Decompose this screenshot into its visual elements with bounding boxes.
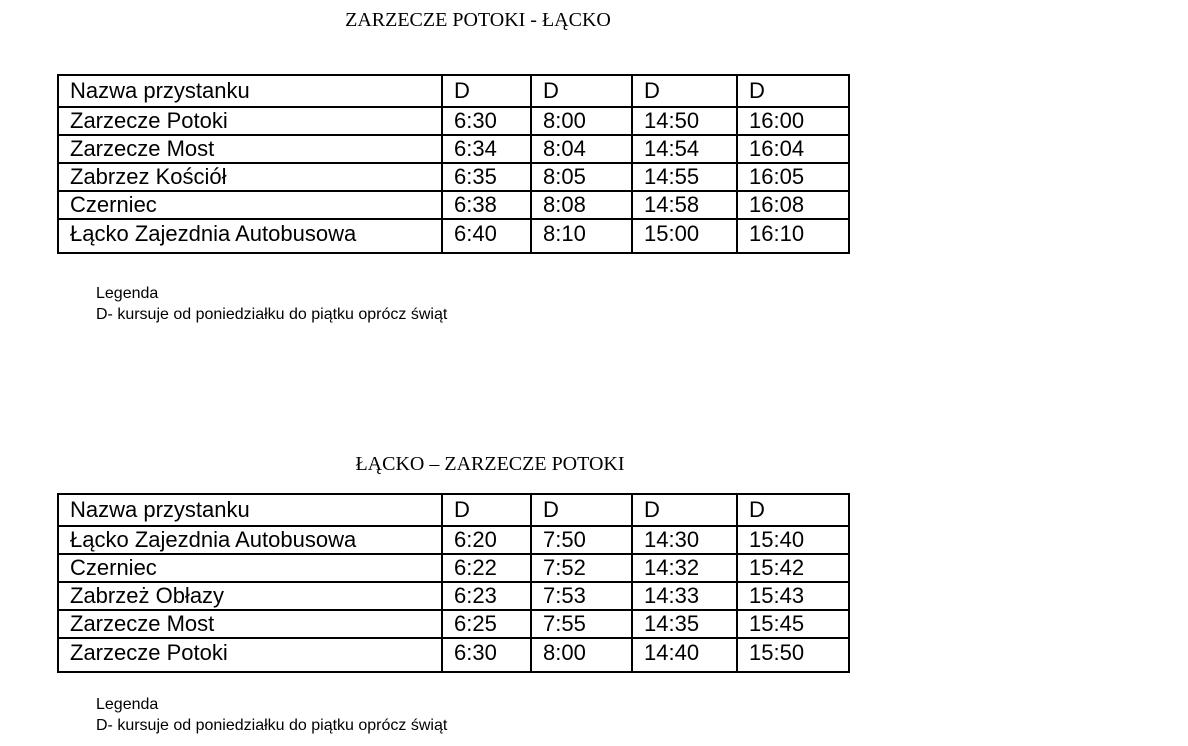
table-header-row: [58, 75, 849, 107]
departure-time-cell: 16:04: [737, 135, 849, 163]
departure-time-cell: D: [737, 75, 849, 107]
table-row: [58, 554, 849, 582]
table-row: [58, 610, 849, 638]
table-header-row: [58, 494, 849, 526]
stop-name-cell: Zarzecze Most: [58, 135, 442, 163]
departure-time-cell: 6:20: [442, 526, 531, 554]
table-row: [58, 219, 849, 253]
departure-time-cell: D: [632, 494, 737, 526]
table-row: [58, 638, 849, 672]
departure-time-cell: 14:32: [632, 554, 737, 582]
departure-time-cell: 6:30: [442, 638, 531, 672]
departure-time-cell: D: [442, 75, 531, 107]
departure-time-cell: 14:35: [632, 610, 737, 638]
departure-time-cell: 14:54: [632, 135, 737, 163]
departure-time-cell: 6:35: [442, 163, 531, 191]
departure-time-cell: 8:00: [531, 638, 632, 672]
departure-time-cell: 14:40: [632, 638, 737, 672]
departure-time-cell: 16:05: [737, 163, 849, 191]
departure-time-cell: 15:00: [632, 219, 737, 253]
departure-time-cell: D: [531, 75, 632, 107]
departure-time-cell: 14:30: [632, 526, 737, 554]
table-row: [58, 135, 849, 163]
departure-time-cell: 16:00: [737, 107, 849, 135]
departure-time-cell: 7:52: [531, 554, 632, 582]
legend-title: Legenda: [96, 285, 159, 302]
timetable-body: [58, 494, 849, 672]
departure-time-cell: 7:55: [531, 610, 632, 638]
departure-time-cell: 14:33: [632, 582, 737, 610]
legend-text: D- kursuje od poniedziałku do piątku oprócz świąt: [96, 717, 448, 734]
timetable: [57, 74, 850, 254]
departure-time-cell: 6:34: [442, 135, 531, 163]
table-row: [58, 582, 849, 610]
schedule-title: ŁĄCKO – ZARZECZE POTOKI: [355, 453, 625, 475]
stop-name-cell: Zarzecze Most: [58, 610, 442, 638]
timetable: [57, 493, 850, 673]
departure-time-cell: 8:08: [531, 191, 632, 219]
departure-time-cell: 6:23: [442, 582, 531, 610]
departure-time-cell: D: [737, 494, 849, 526]
stop-name-cell: Łącko Zajezdnia Autobusowa: [58, 219, 442, 253]
departure-time-cell: 8:10: [531, 219, 632, 253]
departure-time-cell: 16:08: [737, 191, 849, 219]
table-row: [58, 107, 849, 135]
departure-time-cell: 15:43: [737, 582, 849, 610]
departure-time-cell: 8:04: [531, 135, 632, 163]
departure-time-cell: 7:50: [531, 526, 632, 554]
departure-time-cell: 8:05: [531, 163, 632, 191]
timetable-body: [58, 75, 849, 253]
departure-time-cell: D: [442, 494, 531, 526]
legend: [96, 694, 447, 736]
table-row: [58, 163, 849, 191]
departure-time-cell: 6:25: [442, 610, 531, 638]
stop-name-cell: Nazwa przystanku: [58, 75, 442, 107]
stop-name-cell: Czerniec: [58, 191, 442, 219]
departure-time-cell: 7:53: [531, 582, 632, 610]
stop-name-cell: Zarzecze Potoki: [58, 107, 442, 135]
legend: [96, 283, 447, 325]
legend-text: D- kursuje od poniedziałku do piątku oprócz świąt: [96, 306, 448, 323]
departure-time-cell: 15:45: [737, 610, 849, 638]
legend-title: Legenda: [96, 696, 159, 713]
departure-time-cell: 14:50: [632, 107, 737, 135]
departure-time-cell: 15:40: [737, 526, 849, 554]
stop-name-cell: Czerniec: [58, 554, 442, 582]
departure-time-cell: 8:00: [531, 107, 632, 135]
departure-time-cell: 6:38: [442, 191, 531, 219]
stop-name-cell: Zabrzez Kościół: [58, 163, 442, 191]
departure-time-cell: 14:58: [632, 191, 737, 219]
schedule-title: ZARZECZE POTOKI - ŁĄCKO: [345, 9, 611, 31]
departure-time-cell: 14:55: [632, 163, 737, 191]
departure-time-cell: 15:42: [737, 554, 849, 582]
table-row: [58, 191, 849, 219]
stop-name-cell: Łącko Zajezdnia Autobusowa: [58, 526, 442, 554]
departure-time-cell: 6:30: [442, 107, 531, 135]
stop-name-cell: Nazwa przystanku: [58, 494, 442, 526]
departure-time-cell: 15:50: [737, 638, 849, 672]
departure-time-cell: 6:40: [442, 219, 531, 253]
departure-time-cell: D: [632, 75, 737, 107]
departure-time-cell: 16:10: [737, 219, 849, 253]
stop-name-cell: Zarzecze Potoki: [58, 638, 442, 672]
stop-name-cell: Zabrzeż Obłazy: [58, 582, 442, 610]
departure-time-cell: D: [531, 494, 632, 526]
table-row: [58, 526, 849, 554]
departure-time-cell: 6:22: [442, 554, 531, 582]
